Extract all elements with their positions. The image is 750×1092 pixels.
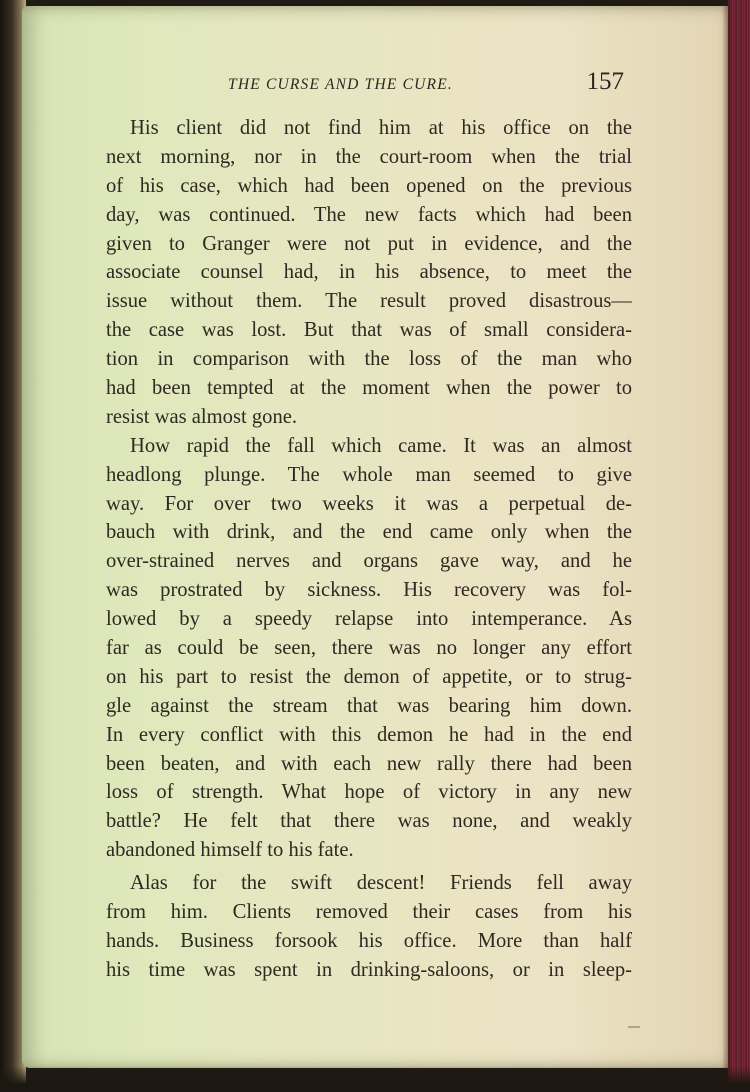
- text-line: loss of strength. What hope of victory in any new: [106, 781, 632, 804]
- paragraph-3: [106, 869, 632, 985]
- print-mark: [628, 1026, 640, 1028]
- text-line: His client did not find him at his office on the: [130, 117, 632, 139]
- body-text: [106, 114, 632, 985]
- page-number: 157: [586, 68, 624, 95]
- text-line: the case was lost. But that was of small considera-: [106, 319, 632, 342]
- text-line: was prostrated by sickness. His recovery was fol-: [106, 579, 632, 602]
- text-line: had been tempted at the moment when the power to: [106, 377, 632, 400]
- bottom-shadow: [0, 1066, 750, 1092]
- text-line: hands. Business forsook his office. More than half: [106, 929, 632, 952]
- text-line: battle? He felt that there was none, and weakly: [106, 810, 632, 833]
- text-line: In every conflict with this demon he had in the end: [106, 723, 632, 746]
- text-line: issue without them. The result proved disastrous—: [106, 290, 632, 313]
- text-line: Alas for the swift descent! Friends fell away: [130, 872, 632, 895]
- text-line: way. For over two weeks it was a perpetual de-: [106, 492, 632, 515]
- paragraph-2: [106, 432, 632, 865]
- text-line: far as could be seen, there was no longer any effort: [106, 637, 632, 660]
- text-line: day, was continued. The new facts which had been: [106, 203, 632, 226]
- text-line: lowed by a speedy relapse into intemperance. As: [106, 608, 632, 631]
- text-line: abandoned himself to his fate.: [106, 839, 354, 862]
- text-line: given to Granger were not put in evidence, and the: [106, 232, 632, 255]
- text-line: from him. Clients removed their cases from his: [106, 901, 632, 924]
- text-line: next morning, nor in the court-room when the trial: [106, 145, 632, 168]
- page-edges: [728, 0, 750, 1092]
- text-line: his time was spent in drinking-saloons, or in sleep-: [106, 958, 632, 981]
- running-header: [228, 68, 628, 104]
- text-line: tion in comparison with the loss of the man who: [106, 348, 632, 371]
- text-line: gle against the stream that was bearing him down.: [106, 694, 632, 717]
- text-line: associate counsel had, in his absence, to meet the: [106, 261, 632, 284]
- text-line: bauch with drink, and the end came only when the: [106, 521, 632, 544]
- text-line: How rapid the fall which came. It was an almost: [130, 434, 632, 457]
- text-line: been beaten, and with each new rally there had been: [106, 752, 632, 775]
- text-line: headlong plunge. The whole man seemed to give: [106, 463, 632, 486]
- text-line: over-strained nerves and organs gave way, and he: [106, 550, 632, 573]
- text-line: of his case, which had been opened on the previous: [106, 174, 632, 197]
- paragraph-1: [106, 114, 632, 432]
- text-line: resist was almost gone.: [106, 405, 298, 428]
- text-line: on his part to resist the demon of appetite, or to strug-: [106, 665, 632, 688]
- running-title: THE CURSE AND THE CURE.: [228, 76, 453, 93]
